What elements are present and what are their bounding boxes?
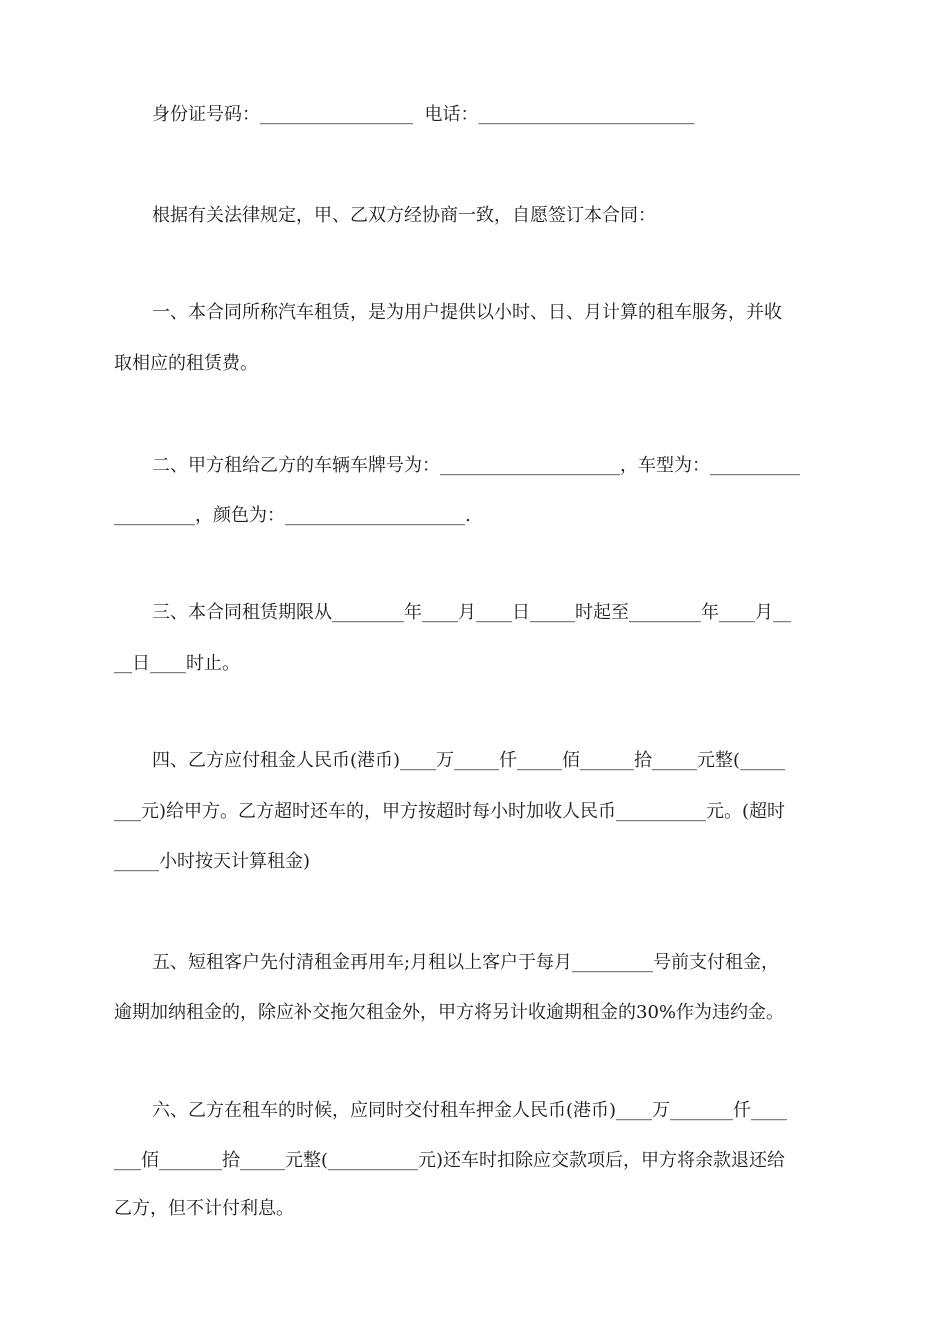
clause-5-line-2: 逾期加纳租金的，除应补交拖欠租金外，甲方将另计收逾期租金的30%作为违约金。 bbox=[114, 1002, 785, 1023]
id-phone-line: 身份证号码：_________________ 电话：________________________ bbox=[152, 104, 695, 125]
clause-5-line-1: 五、短租客户先付清租金再用车;月租以上客户于每月_________号前支付租金， bbox=[152, 952, 780, 973]
clause-6-line-1: 六、乙方在租车的时候，应同时交付租车押金人民币(港币)____万_______仟____ bbox=[152, 1100, 788, 1121]
clause-2-line-1: 二、甲方租给乙方的车辆车牌号为：____________________，车型为：__________ bbox=[152, 455, 800, 476]
clause-4-line-2: ___元)给甲方。乙方超时还车的，甲方按超时每小时加收人民币__________元。(超时 bbox=[114, 801, 786, 822]
clause-1-line-1: 一、本合同所称汽车租赁，是为用户提供以小时、日、月计算的租车服务，并收 bbox=[152, 302, 782, 323]
clause-4-line-1: 四、乙方应付租金人民币(港币)____万_____仟_____佰______拾_____元整(_____ bbox=[152, 750, 786, 771]
clause-6-line-3: 乙方，但不计付利息。 bbox=[114, 1198, 294, 1219]
clause-1-line-2: 取相应的租赁费。 bbox=[114, 353, 258, 374]
clause-4-line-3: _____小时按天计算租金) bbox=[114, 851, 311, 872]
clause-2-line-2: _________，颜色为：____________________. bbox=[114, 505, 471, 526]
clause-6-line-2: ___佰_______拾_____元整(__________元)还车时扣除应交款项后，甲方将余款退还给 bbox=[114, 1150, 786, 1171]
clause-3-line-2: __日____时止。 bbox=[114, 653, 240, 674]
intro-paragraph: 根据有关法律规定，甲、乙双方经协商一致，自愿签订本合同： bbox=[152, 205, 656, 226]
clause-3-line-1: 三、本合同租赁期限从________年____月____日_____时起至________年____月__ bbox=[152, 602, 791, 623]
